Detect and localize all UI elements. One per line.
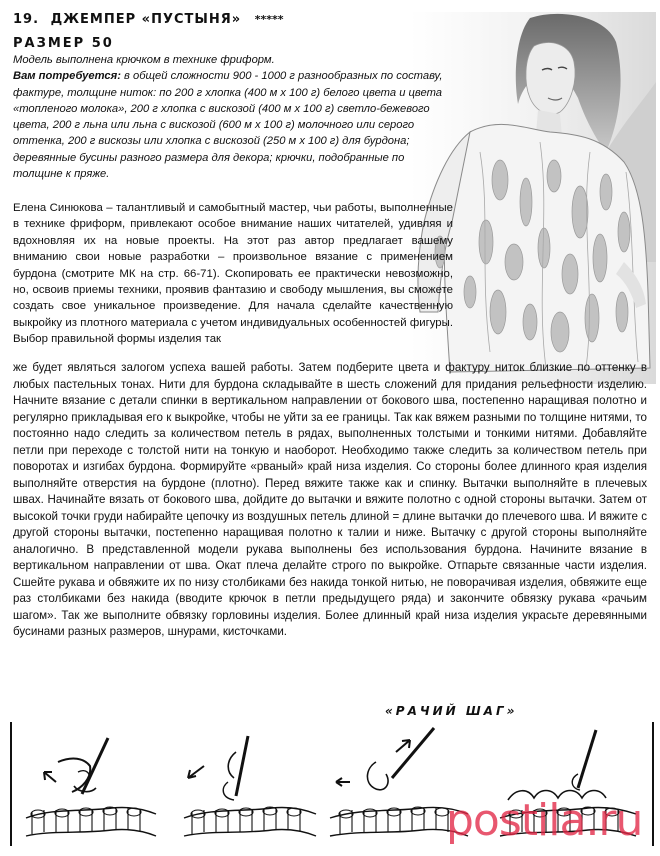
intro-block xyxy=(13,52,443,182)
watermark: postila.ru xyxy=(446,795,643,846)
difficulty-stars: ***** xyxy=(254,13,284,26)
pattern-title: ДЖЕМПЕР «ПУСТЫНЯ» xyxy=(50,12,242,27)
materials-paragraph xyxy=(13,68,443,182)
pattern-heading xyxy=(13,12,283,27)
materials-label: Вам потребуется: xyxy=(13,70,121,83)
size-line: РАЗМЕР 50 xyxy=(13,36,114,51)
pattern-number: 19. xyxy=(13,12,40,27)
technique-note: Модель выполнена крючком в технике фриформ. xyxy=(13,54,275,66)
article-text-bottom: же будет являться залогом успеха вашей работы. Затем подберите цвета и фактуру ниток близкие по оттенку в любых пастельных тонах. Нити для бурдона складывайте в шесть сложений для придания рельефности изделию. Начните вязание с детали спинки в вертикальном направлении от бокового шва, постепенно наращивая полотно и регулярно прикладывая его к выкройке, чтобы не уйти за ее границы. Так как вяжем разными по толщине нитями, то постоянно надо следить за количеством петель в рядах, выполненных толстыми и тонкими нитями. Добавляйте петли при переходе с толстой нити на тонкую и наоборот. Необходимо также следить за количеством петель при поворотах и изгибах бурдона. Формируйте «рваный» край низа изделия. Со стороны более длинного края изделия выполняйте отверстия на бурдоне (плотно). Перед вяжите также как и спинку. Вытачки выполняйте в плечевых швах. Начинайте вязать от бокового шва, дойдите до вытачки и вяжите полотно с одной стороны вытачки. Затем от высокой точки груди набирайте цепочку из воздушных петель длиной = длине вытачки до плечевого шва. И вяжите с другой стороны вытачки, постепенно наращивая полотно к талии и ниже. Вытачку с другой стороны выполняйте аналогично. В представленной модели рукава выполнены без использования бурдона. Начините вязание в вертикальном направлении от шва. Окат плеча делайте строго по выкройке. Отпарьте связанные части изделия. Сшейте рукава и обвяжите их по низу столбиками без накида тонкой нитью, не поворачивая изделия, обвяжите еще раз столбиками без накида (вводите крючок в петли предыдущего ряда) и закончите обвязку рукава «рачьим шагом». Так же выполните обвязку горловины изделия. Более длинный край низа изделия украсьте деревянными бусинами разных размеров, шнурами, кисточками. xyxy=(13,361,647,638)
diagram-caption: «РАЧИЙ ШАГ» xyxy=(385,704,518,718)
article-text-top: Елена Синюкова – талантливый и самобытный мастер, чьи работы, выполненные в технике фриформ, привлекают особое внимание наших читателей, удивляя и вдохновляя их на новые проекты. На этот раз автор предлагает вашему вниманию свои новые разработки – произвольное вязание с применением бурдона (смотрите МК на стр. 66-71). Скопировать ее практически невозможно, но, освоив приемы техники, проявив фантазию и свободу мышления, вы сможете создать свое уникальное произведение. Для начала сделайте качественную выкройку из плотного материала с учетом индивидуальных особенностей фигуры. Выбор правильной формы изделия так xyxy=(13,202,453,346)
materials-text: в общей сложности 900 - 1000 г разнообразных по составу, фактуре, толщине ниток: по 200 г хлопка (400 м х 100 г) белого цвета и цвета «топленого молока», 200 г хлопка с вискозой (400 м х 100 г) светло-бежевого цвета, 200 г льна или льна с вискозой (600 м х 100 г) молочного или серого оттенка, 200 г вискозы или хлопка с вискозой (250 м х 100 г) для бурдона; деревянные бусины разного размера для декора; крючки, подобранные по толщине к пряже. xyxy=(13,70,443,181)
